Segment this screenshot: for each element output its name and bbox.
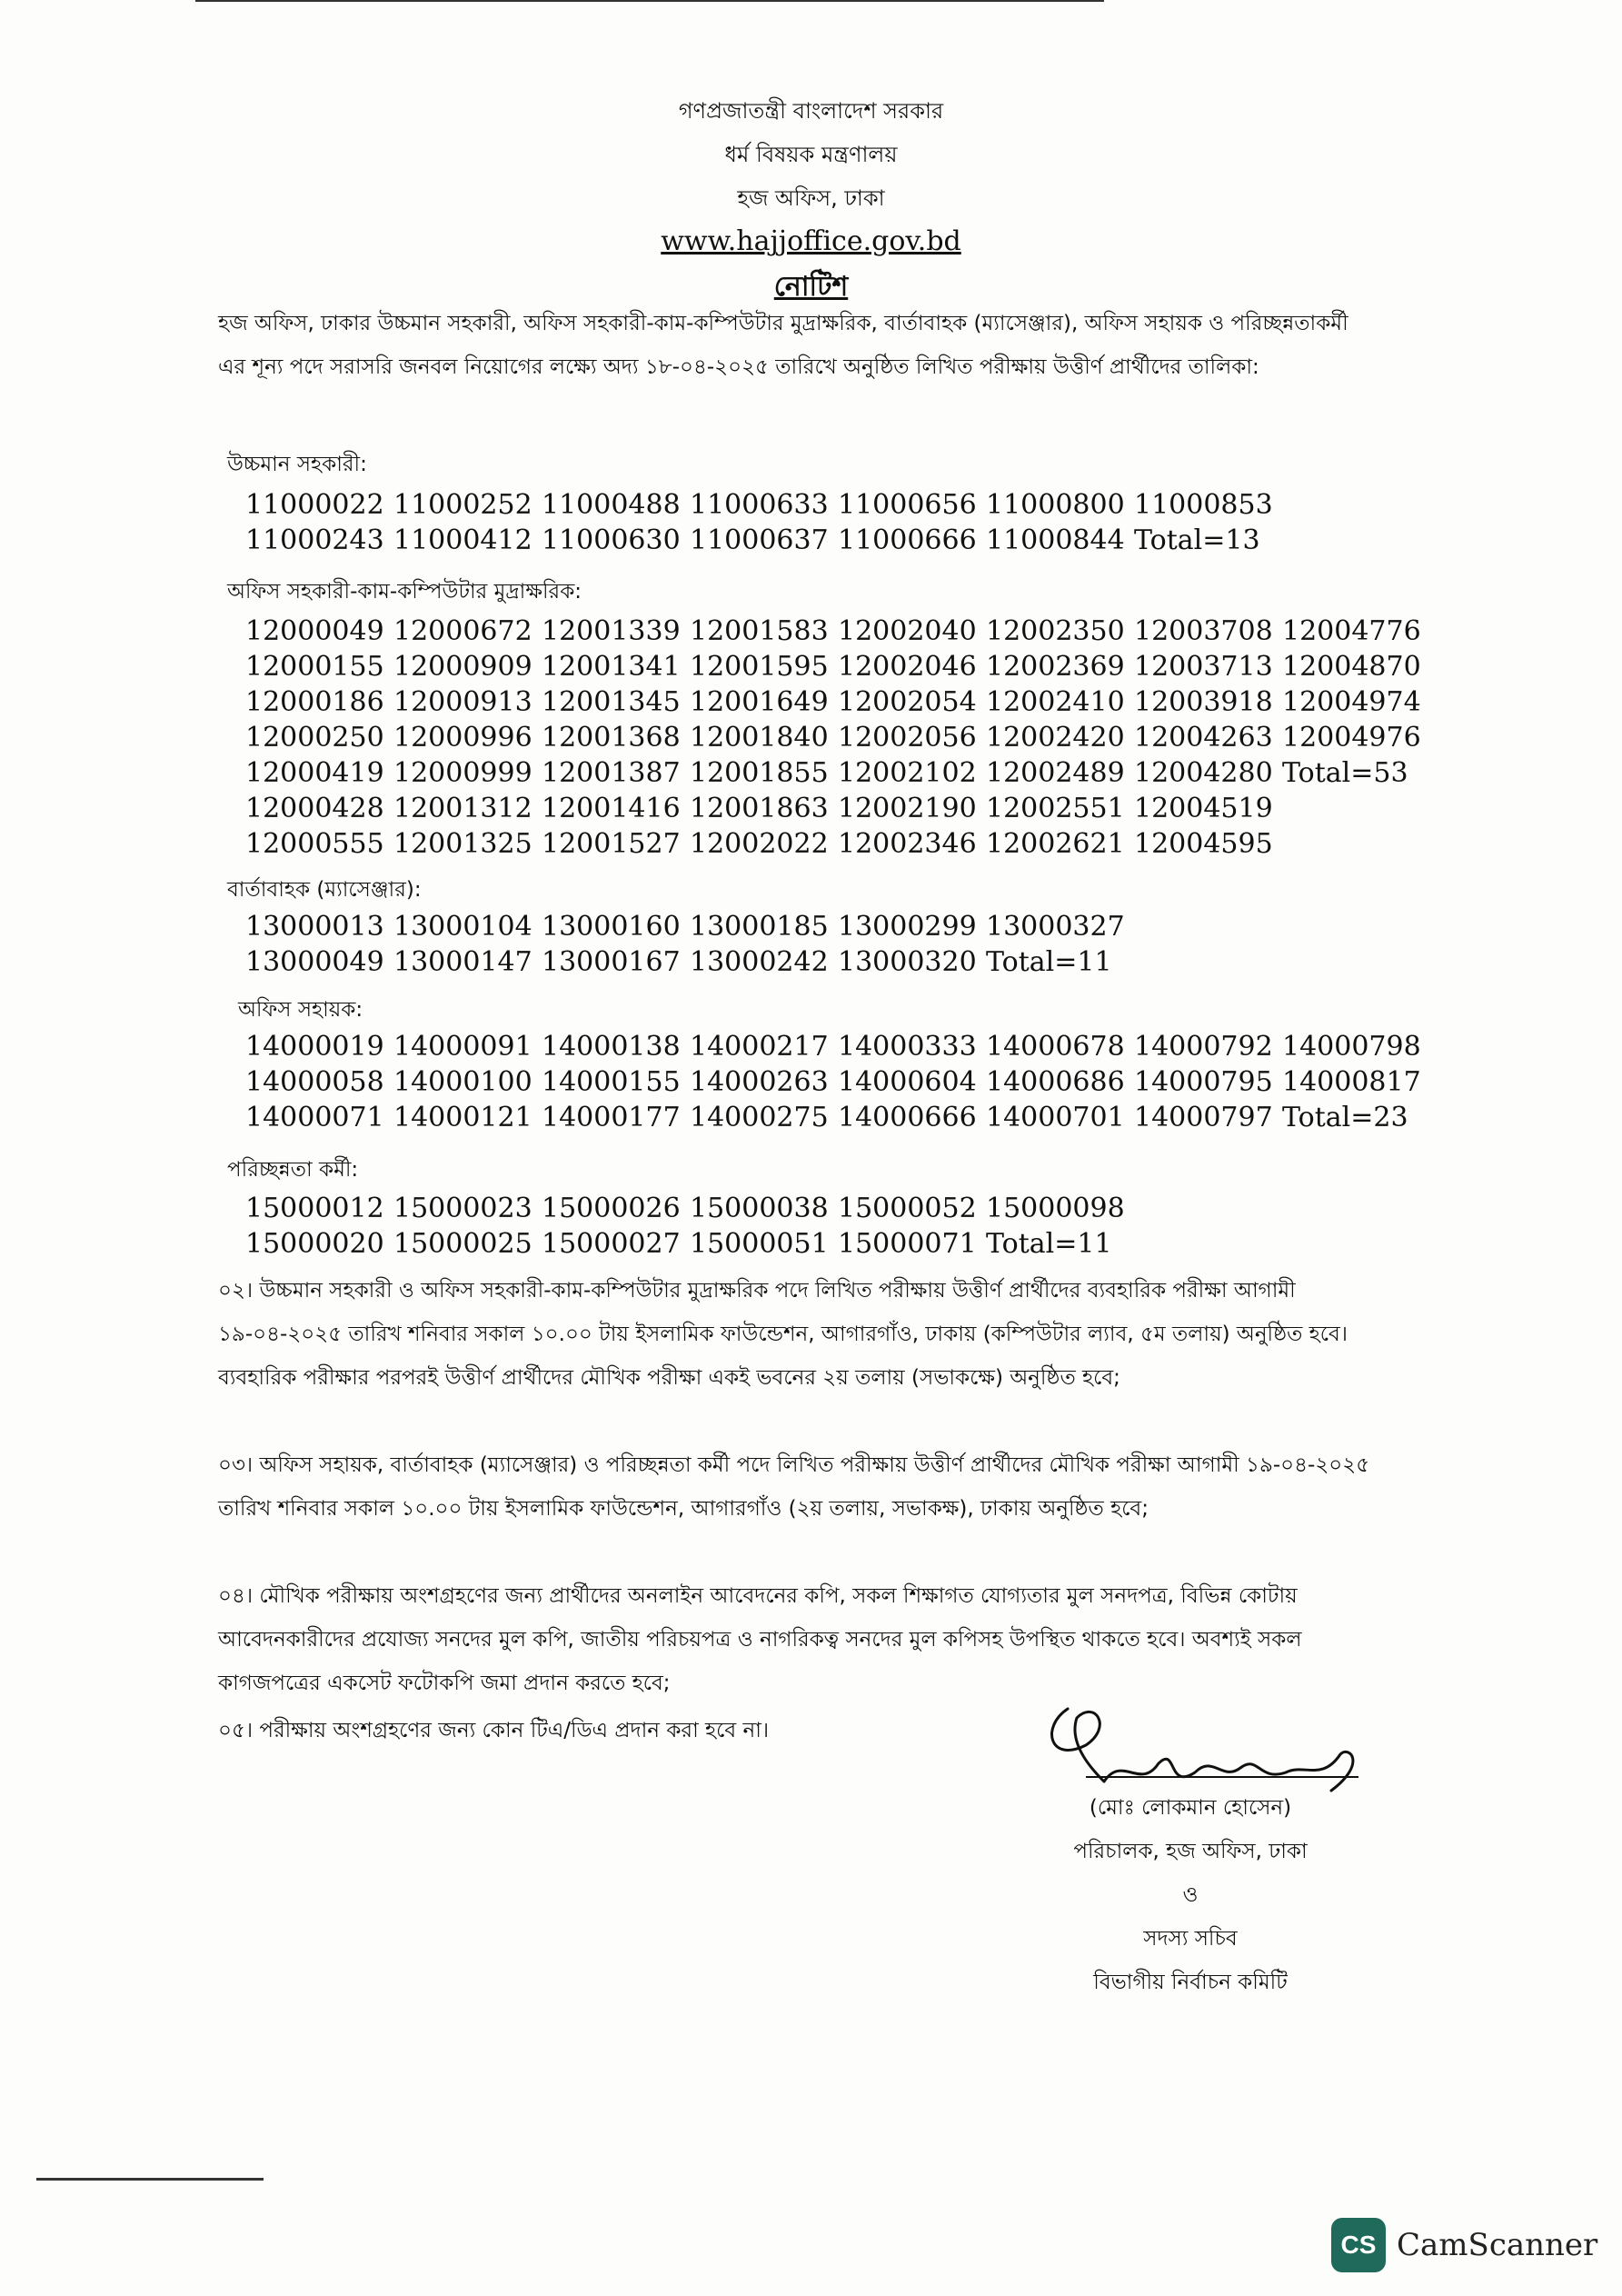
roll-number: 12001583 [690, 615, 829, 647]
roll-number: 12002054 [838, 686, 977, 718]
roll-number: 12002621 [986, 828, 1125, 860]
roll-row [245, 911, 1134, 946]
roll-number: 12002190 [838, 793, 977, 824]
roll-number: 14000795 [1134, 1066, 1273, 1098]
roll-number: 12000672 [393, 615, 532, 647]
roll-row [245, 722, 1430, 757]
roll-number: 12001368 [542, 722, 681, 754]
roll-number: 12000999 [393, 757, 532, 789]
roll-number: 12000996 [393, 722, 532, 754]
roll-number: 15000023 [393, 1193, 532, 1224]
roll-row [245, 1228, 1134, 1263]
roll-number: 12001863 [690, 793, 829, 824]
signatory-and: ও [1182, 1883, 1199, 1907]
roll-number: 13000185 [690, 911, 829, 943]
roll-number: 12001840 [690, 722, 829, 754]
roll-number: 14000604 [838, 1066, 977, 1098]
roll-number: 12002410 [986, 686, 1125, 718]
roll-total: Total=53 [1282, 757, 1408, 789]
roll-row [245, 793, 1430, 828]
roll-number: 15000038 [690, 1193, 829, 1224]
roll-total: Total=23 [1282, 1102, 1408, 1133]
signatory-role-2: বিভাগীয় নির্বাচন কমিটি [1093, 1971, 1288, 1994]
signatory-role-1: সদস্য সচিব [1143, 1927, 1238, 1951]
roll-number: 15000027 [542, 1228, 681, 1260]
roll-number: 13000160 [542, 911, 681, 943]
roll-number: 12001341 [542, 651, 681, 683]
roll-number: 14000678 [986, 1031, 1125, 1063]
roll-number: 12004776 [1282, 615, 1421, 647]
roll-row [245, 615, 1430, 651]
roll-number: 12001312 [393, 793, 532, 824]
roll-number: 14000798 [1282, 1031, 1421, 1063]
roll-row [245, 1066, 1430, 1102]
roll-number: 12000186 [245, 686, 384, 718]
notice-title: নোটিশ [773, 271, 849, 303]
roll-number: 15000098 [986, 1193, 1125, 1224]
roll-number: 13000104 [393, 911, 532, 943]
roll-number: 14000121 [393, 1102, 532, 1133]
document-header [0, 89, 1622, 311]
roll-number: 15000020 [245, 1228, 384, 1260]
paragraph-05: ০৫। পরীক্ষায় অংশগ্রহণের জন্য কোন টিএ/ডিএ প্রদান করা হবে না। [218, 1719, 770, 1742]
roll-number: 13000327 [986, 911, 1125, 943]
roll-number: 12004280 [1134, 757, 1273, 789]
roll-number: 15000051 [690, 1228, 829, 1260]
govt-name: গণপ্রজাতন্ত্রী বাংলাদেশ সরকার [678, 98, 944, 124]
camscanner-watermark [1331, 2218, 1597, 2272]
roll-number: 12001649 [690, 686, 829, 718]
roll-number: 14000177 [542, 1102, 681, 1133]
roll-number: 14000275 [690, 1102, 829, 1133]
roll-grid-senior-assistant [245, 489, 1282, 560]
paragraph-02: ০২। উচ্চমান সহকারী ও অফিস সহকারী-কাম-কম্পিউটার মুদ্রাক্ষরিক পদে লিখিত পরীক্ষায় উত্তীর্ণ প্রার্থীদের ব্যবহারিক পরীক্ষা আগামী ১৯-০৪-২০২৫ তারিখ শনিবার সকাল ১০.০০ টায় ইসলামিক ফাউন্ডেশন, আগারগাঁও, ঢাকায় (কম্পিউটার ল্যাব, ৫ম তলায়) অনুষ্ঠিত হবে। ব্যবহারিক পরীক্ষার পরপরই উত্তীর্ণ প্রার্থীদের মৌখিক পরীক্ষা একই ভবনের ২য় তলায় (সভাকক্ষে) অনুষ্ঠিত হবে; [218, 1279, 1348, 1390]
roll-total: Total=13 [1134, 524, 1260, 556]
roll-number: 14000686 [986, 1066, 1125, 1098]
roll-number: 11000412 [393, 524, 532, 556]
signature-block [1000, 1786, 1381, 2004]
roll-number: 12004595 [1134, 828, 1273, 860]
roll-number: 14000792 [1134, 1031, 1273, 1063]
roll-number: 11000630 [542, 524, 681, 556]
paragraph-03: ০৩। অফিস সহায়ক, বার্তাবাহক (ম্যাসেঞ্জার) ও পরিচ্ছন্নতা কর্মী পদে লিখিত পরীক্ষায় উত্তীর্ণ প্রার্থীদের মৌখিক পরীক্ষা আগামী ১৯-০৪-২০২৫ তারিখ শনিবার সকাল ১০.০০ টায় ইসলামিক ফাউন্ডেশন, আগারগাঁও (২য় তলায়, সভাকক্ষ), ঢাকায় অনুষ্ঠিত হবে; [218, 1453, 1370, 1521]
roll-number: 13000299 [838, 911, 977, 943]
roll-number: 12002346 [838, 828, 977, 860]
office-name: হজ অফিস, ঢাকা [737, 185, 885, 211]
roll-grid-office-helper [245, 1031, 1430, 1137]
roll-number: 12001855 [690, 757, 829, 789]
roll-number: 14000019 [245, 1031, 384, 1063]
roll-number: 12002046 [838, 651, 977, 683]
paragraph-04: ০৪। মৌখিক পরীক্ষায় অংশগ্রহণের জন্য প্রার্থীদের অনলাইন আবেদনের কপি, সকল শিক্ষাগত যোগ্যতার মুল সনদপত্র, বিভিন্ন কোটায় আবেদনকারীদের প্রযোজ্য সনদের মুল কপি, জাতীয় পরিচয়পত্র ও নাগরিকত্ব সনদের মুল কপিসহ উপস্থিত থাকতে হবে। অবশ্যই সকল কাগজপত্রের একসেট ফটোকপি জমা প্রদান করতে হবে; [218, 1584, 1302, 1695]
roll-number: 12002420 [986, 722, 1125, 754]
roll-total: Total=11 [986, 946, 1112, 978]
roll-number: 12003708 [1134, 615, 1273, 647]
roll-number: 12003713 [1134, 651, 1273, 683]
roll-number: 11000656 [838, 489, 977, 521]
signatory-name: (মোঃ লোকমান হোসেন) [1089, 1796, 1292, 1820]
ministry-name: ধর্ম বিষয়ক মন্ত্রণালয় [724, 142, 898, 167]
roll-number: 11000022 [245, 489, 384, 521]
roll-number: 13000320 [838, 946, 977, 978]
roll-number: 14000071 [245, 1102, 384, 1133]
camscanner-logo: CS [1331, 2218, 1386, 2272]
camscanner-brand: CamScanner [1397, 2227, 1598, 2263]
roll-number: 13000167 [542, 946, 681, 978]
roll-number: 12004519 [1134, 793, 1273, 824]
roll-number: 12002369 [986, 651, 1125, 683]
roll-number: 12001387 [542, 757, 681, 789]
roll-number: 11000243 [245, 524, 384, 556]
roll-number: 12001325 [393, 828, 532, 860]
roll-row [245, 489, 1282, 524]
roll-number: 12002040 [838, 615, 977, 647]
roll-number: 12000428 [245, 793, 384, 824]
roll-number: 14000817 [1282, 1066, 1421, 1098]
roll-number: 14000333 [838, 1031, 977, 1063]
section-label-senior-assistant: উচ্চমান সহকারী: [227, 453, 367, 476]
roll-number: 12002102 [838, 757, 977, 789]
roll-number: 12001595 [690, 651, 829, 683]
roll-number: 12000909 [393, 651, 532, 683]
roll-number: 13000242 [690, 946, 829, 978]
roll-row [245, 828, 1430, 863]
roll-number: 11000633 [690, 489, 829, 521]
section-label-cleaner: পরিচ্ছন্নতা কর্মী: [227, 1158, 359, 1182]
roll-number: 14000701 [986, 1102, 1125, 1133]
roll-number: 11000666 [838, 524, 977, 556]
roll-number: 11000853 [1134, 489, 1273, 521]
roll-number: 12000913 [393, 686, 532, 718]
roll-number: 15000026 [542, 1193, 681, 1224]
scan-rule-bottom [36, 2178, 264, 2181]
roll-number: 15000071 [838, 1228, 977, 1260]
section-label-office-helper: অফিস সহায়ক: [238, 998, 363, 1022]
roll-number: 13000049 [245, 946, 384, 978]
roll-number: 11000488 [542, 489, 681, 521]
roll-number: 12004263 [1134, 722, 1273, 754]
roll-number: 12000555 [245, 828, 384, 860]
roll-grid-office-assistant-typist [245, 615, 1430, 863]
roll-number: 15000025 [393, 1228, 532, 1260]
roll-total: Total=11 [986, 1228, 1112, 1260]
section-label-office-assistant-typist: অফিস সহকারী-কাম-কম্পিউটার মুদ্রাক্ষরিক: [227, 580, 582, 604]
roll-number: 14000058 [245, 1066, 384, 1098]
roll-number: 12004870 [1282, 651, 1421, 683]
scan-edge-top [195, 0, 1104, 2]
roll-number: 12000419 [245, 757, 384, 789]
roll-row [245, 1102, 1430, 1137]
roll-number: 13000013 [245, 911, 384, 943]
roll-number: 14000666 [838, 1102, 977, 1133]
roll-number: 15000052 [838, 1193, 977, 1224]
roll-grid-messenger [245, 911, 1134, 982]
roll-number: 14000263 [690, 1066, 829, 1098]
roll-number: 11000637 [690, 524, 829, 556]
website-link[interactable]: www.hajjoffice.gov.bd [661, 225, 961, 257]
roll-number: 12002022 [690, 828, 829, 860]
roll-number: 12001339 [542, 615, 681, 647]
roll-number: 14000155 [542, 1066, 681, 1098]
roll-number: 12004976 [1282, 722, 1421, 754]
roll-row [245, 686, 1430, 722]
section-label-messenger: বার্তাবাহক (ম্যাসেঞ্জার): [227, 878, 422, 902]
roll-number: 11000844 [986, 524, 1125, 556]
roll-number: 11000252 [393, 489, 532, 521]
roll-number: 11000800 [986, 489, 1125, 521]
roll-number: 12001345 [542, 686, 681, 718]
roll-number: 12000049 [245, 615, 384, 647]
roll-number: 12004974 [1282, 686, 1421, 718]
roll-number: 14000138 [542, 1031, 681, 1063]
roll-number: 14000217 [690, 1031, 829, 1063]
roll-number: 12000155 [245, 651, 384, 683]
roll-number: 12002489 [986, 757, 1125, 789]
roll-number: 14000091 [393, 1031, 532, 1063]
roll-row [245, 757, 1430, 793]
roll-grid-cleaner [245, 1193, 1134, 1263]
intro-paragraph: হজ অফিস, ঢাকার উচ্চমান সহকারী, অফিস সহকারী-কাম-কম্পিউটার মুদ্রাক্ষরিক, বার্তাবাহক (ম্যাসেঞ্জার), অফিস সহায়ক ও পরিচ্ছন্নতাকর্মী এর শূন্য পদে সরাসরি জনবল নিয়োগের লক্ষ্যে অদ্য ১৮-০৪-২০২৫ তারিখে অনুষ্ঠিত লিখিত পরীক্ষায় উত্তীর্ণ প্রার্থীদের তালিকা: [218, 312, 1348, 379]
roll-number: 12002056 [838, 722, 977, 754]
roll-number: 13000147 [393, 946, 532, 978]
roll-row [245, 1193, 1134, 1228]
roll-number: 12000250 [245, 722, 384, 754]
roll-number: 12001527 [542, 828, 681, 860]
roll-number: 14000100 [393, 1066, 532, 1098]
roll-number: 15000012 [245, 1193, 384, 1224]
roll-row [245, 946, 1134, 982]
roll-number: 12002350 [986, 615, 1125, 647]
roll-number: 12001416 [542, 793, 681, 824]
roll-number: 14000797 [1134, 1102, 1273, 1133]
roll-row [245, 651, 1430, 686]
signatory-designation: পরিচালক, হজ অফিস, ঢাকা [1073, 1840, 1308, 1863]
roll-number: 12003918 [1134, 686, 1273, 718]
roll-row [245, 524, 1282, 560]
roll-number: 12002551 [986, 793, 1125, 824]
roll-row [245, 1031, 1430, 1066]
